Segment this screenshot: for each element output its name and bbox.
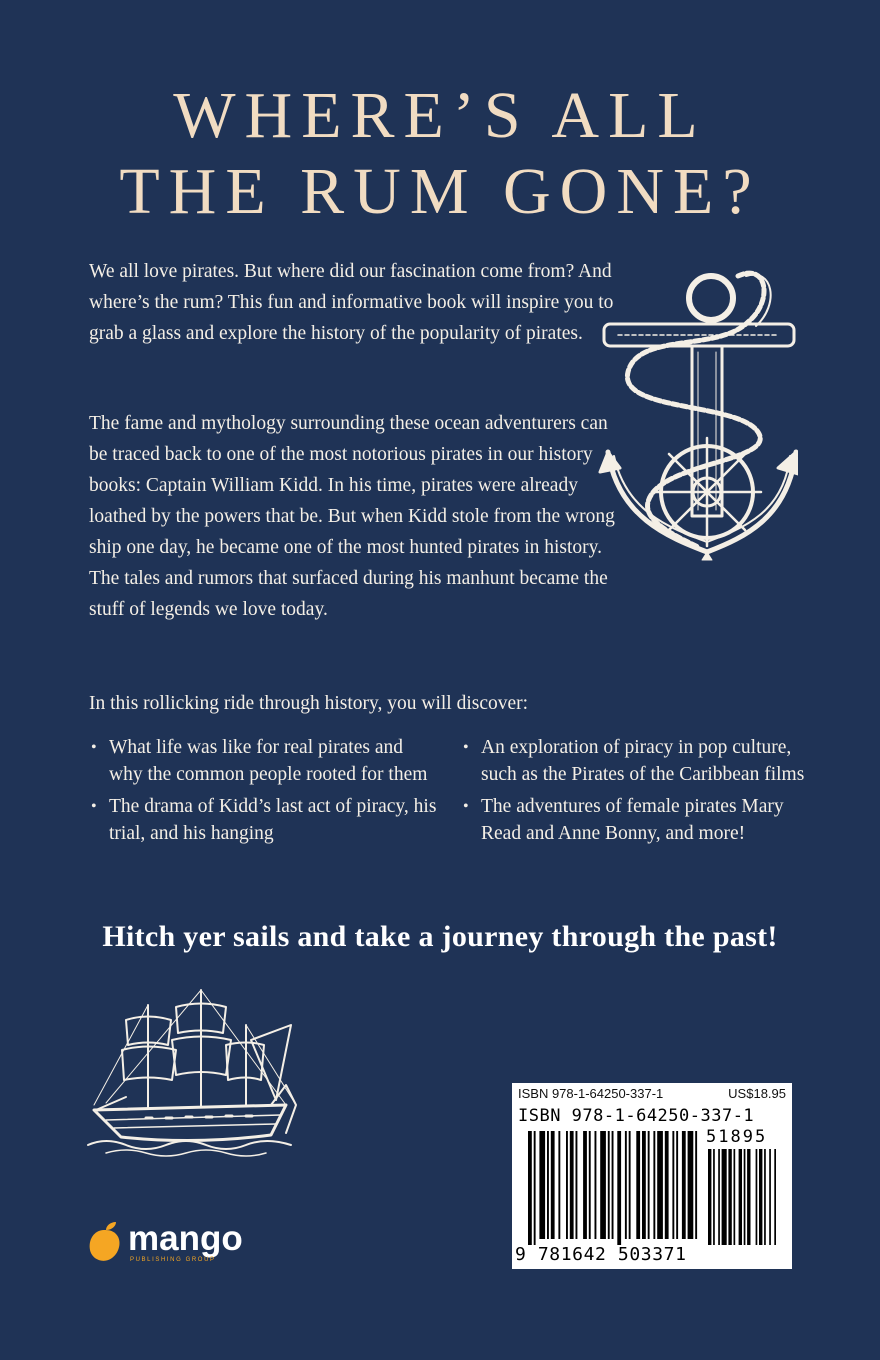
discover-intro: In this rollicking ride through history, you will discover: bbox=[89, 693, 529, 714]
title-line-2: THE RUM GONE? bbox=[119, 155, 761, 228]
price-code: 51895 bbox=[706, 1127, 768, 1147]
addon-bar bbox=[734, 1149, 736, 1245]
publisher-name: mango bbox=[128, 1219, 243, 1258]
list-item: • The drama of Kidd’s last act of piracy, his trial, and his hanging bbox=[89, 793, 437, 847]
barcode-bar bbox=[534, 1131, 536, 1245]
barcode-bar bbox=[570, 1131, 574, 1239]
list-item: • The adventures of female pirates Mary Read and Anne Bonny, and more! bbox=[461, 793, 809, 847]
barcode-bar bbox=[617, 1131, 621, 1245]
history-paragraph: The fame and mythology surrounding these ocean adventurers can be traced back to one of the most notorious pirates in our history books: Captain William Kidd. In his time, pirates were already loathed by the powers that be. But when Kidd stole from the wrong ship one day, he became one of the most hunted pirates in history. The tales and rumors that surfaced during his manhunt became the stuff of legends we love today. bbox=[89, 413, 615, 620]
barcode-bar bbox=[589, 1131, 591, 1239]
anchor-illustration bbox=[598, 262, 798, 562]
barcode-panel bbox=[512, 1083, 792, 1269]
ean-digits: 9 781642 503371 bbox=[515, 1244, 687, 1265]
barcode-bar bbox=[625, 1131, 627, 1239]
barcode-bar bbox=[653, 1131, 655, 1239]
addon-bar bbox=[722, 1149, 727, 1245]
addon-bar bbox=[769, 1149, 771, 1245]
barcode-bar bbox=[583, 1131, 587, 1239]
isbn-ocr: ISBN 978-1-64250-337-1 bbox=[518, 1106, 755, 1126]
bullet-column-left bbox=[89, 734, 437, 852]
ship-illustration bbox=[86, 985, 301, 1160]
addon-bar bbox=[759, 1149, 762, 1245]
barcode-bar bbox=[642, 1131, 646, 1239]
barcode-bar bbox=[657, 1131, 663, 1239]
addon-bar bbox=[713, 1149, 715, 1245]
barcode-bar bbox=[608, 1131, 610, 1239]
barcode-bar bbox=[648, 1131, 650, 1239]
tagline: Hitch yer sails and take a journey through the past! bbox=[102, 920, 778, 953]
publisher-logo bbox=[86, 1220, 243, 1264]
title-line-1: WHERE’S ALL bbox=[173, 79, 707, 152]
barcode-bar bbox=[551, 1131, 555, 1239]
isbn-label: ISBN 978-1-64250-337-1 bbox=[518, 1086, 664, 1101]
barcode bbox=[512, 1083, 792, 1269]
mango-logo-icon bbox=[86, 1220, 126, 1264]
barcode-bar bbox=[566, 1131, 568, 1239]
barcode-bar bbox=[539, 1131, 545, 1239]
barcode-bar bbox=[672, 1131, 674, 1239]
barcode-bar bbox=[636, 1131, 640, 1239]
barcode-bar bbox=[600, 1131, 606, 1239]
addon-bar bbox=[774, 1149, 776, 1245]
price-label: US$18.95 bbox=[728, 1086, 786, 1101]
addon-bar bbox=[744, 1149, 746, 1245]
barcode-bar bbox=[558, 1131, 560, 1239]
addon-bar bbox=[764, 1149, 766, 1245]
discovery-list bbox=[89, 734, 809, 852]
addon-bar bbox=[756, 1149, 758, 1245]
barcode-bar bbox=[665, 1131, 669, 1239]
barcode-bar bbox=[576, 1131, 578, 1239]
bullet-column-right bbox=[457, 734, 809, 852]
addon-bar bbox=[747, 1149, 750, 1245]
addon-bar bbox=[718, 1149, 720, 1245]
barcode-bar bbox=[695, 1131, 697, 1239]
barcode-bar bbox=[528, 1131, 532, 1245]
barcode-bar bbox=[629, 1131, 631, 1239]
barcode-bar bbox=[688, 1131, 694, 1239]
intro-paragraph: We all love pirates. But where did our fascination come from? And where’s the rum? This fun and informative book will inspire you to grab a glass and explore the history of the popularity of pirates. bbox=[89, 261, 614, 344]
book-title bbox=[0, 78, 880, 230]
addon-bar bbox=[728, 1149, 731, 1245]
publisher-subtitle: PUBLISHING GROUP bbox=[130, 1257, 216, 1263]
addon-bar bbox=[708, 1149, 711, 1245]
barcode-bar bbox=[547, 1131, 549, 1239]
addon-bar bbox=[739, 1149, 742, 1245]
barcode-bar bbox=[595, 1131, 597, 1239]
barcode-bar bbox=[682, 1131, 686, 1239]
list-item: • An exploration of piracy in pop culture, such as the Pirates of the Caribbean films bbox=[461, 734, 809, 788]
barcode-bar bbox=[676, 1131, 678, 1239]
barcode-bar bbox=[612, 1131, 614, 1239]
list-item: • What life was like for real pirates and why the common people rooted for them bbox=[89, 734, 437, 788]
